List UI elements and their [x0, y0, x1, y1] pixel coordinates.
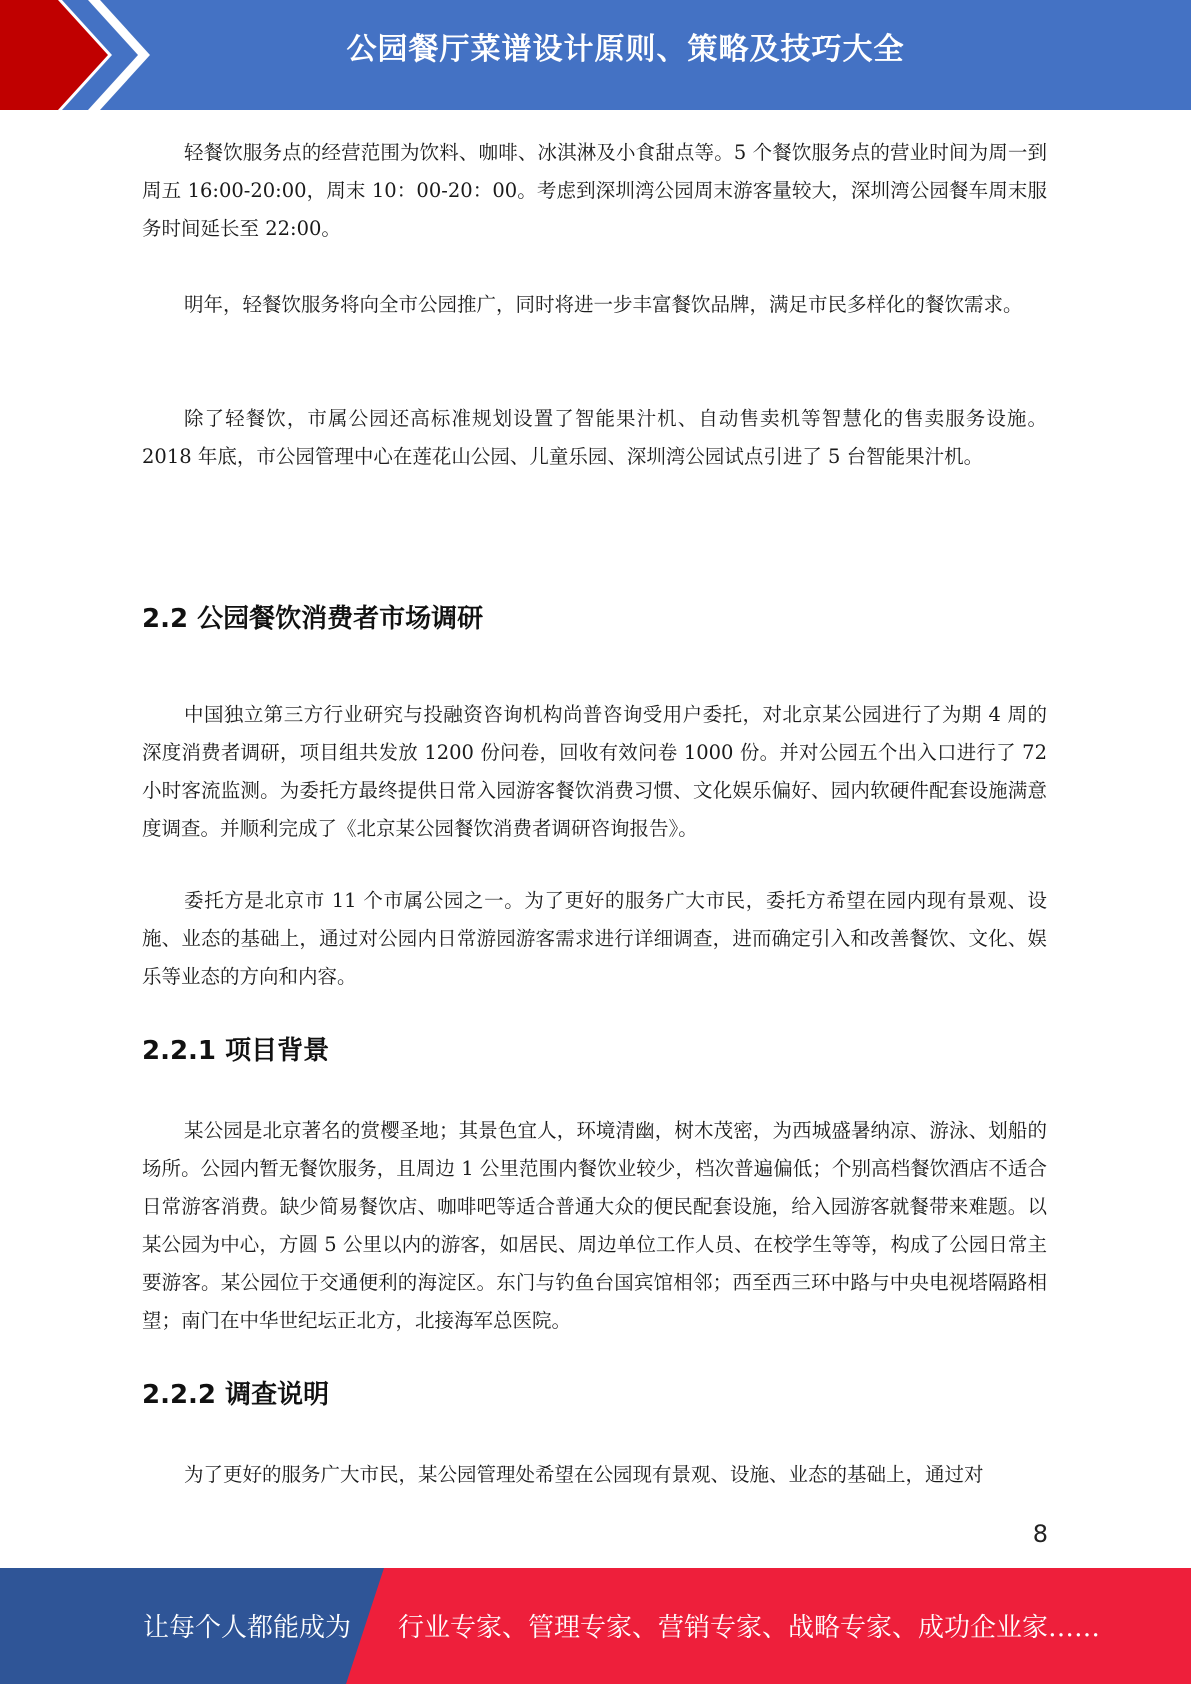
paragraph-light-dining-hours: 轻餐饮服务点的经营范围为饮料、咖啡、冰淇淋及小食甜点等。5 个餐饮服务点的营业时间为周一到周五 16:00-20:00，周末 10：00-20：00。考虑到深圳湾公园周末游客量较大，深圳湾公园餐车周末服务时间延长至 22:00。	[142, 141, 1047, 240]
paragraph-client-description: 委托方是北京市 11 个市属公园之一。为了更好的服务广大市民，委托方希望在园内现有景观、设施、业态的基础上，通过对公园内日常游园游客需求进行详细调查，进而确定引入和改善餐饮、文化、娱乐等业态的方向和内容。	[142, 889, 1047, 988]
footer-slogan-left: 让每个人都能成为	[143, 1613, 352, 1643]
header-chevron-decoration	[0, 0, 160, 110]
section-heading-2-2-1: 2.2.1 项目背景	[142, 1036, 330, 1066]
paragraph-project-background: 某公园是北京著名的赏樱圣地；其景色宜人，环境清幽，树木茂密，为西城盛暑纳凉、游泳、划船的场所。公园内暂无餐饮服务，且周边 1 公里范围内餐饮业较少，档次普遍偏低；个别高档餐饮酒店不适合日常游客消费。缺少简易餐饮店、咖啡吧等适合普通大众的便民配套设施，给入园游客就餐带来难题。以某公园为中心，方圆 5 公里以内的游客，如居民、周边单位工作人员、在校学生等等，构成了公园日常主要游客。某公园位于交通便利的海淀区。东门与钓鱼台国宾馆相邻；西至西三环中路与中央电视塔隔路相望；南门在中华世纪坛正北方，北接海军总医院。	[142, 1119, 1047, 1332]
paragraph-smart-vending: 除了轻餐饮，市属公园还高标准规划设置了智能果汁机、自动售卖机等智慧化的售卖服务设施。2018 年底，市公园管理中心在莲花山公园、儿童乐园、深圳湾公园试点引进了 5 台智能果汁机。	[142, 407, 1047, 468]
page-header	[0, 0, 1191, 110]
paragraph-survey-intro: 中国独立第三方行业研究与投融资咨询机构尚普咨询受用户委托，对北京某公园进行了为期 4 周的深度消费者调研，项目组共发放 1200 份问卷，回收有效问卷 1000 份。并对公园五个出入口进行了 72 小时客流监测。为委托方最终提供日常入园游客餐饮消费习惯、文化娱乐偏好、园内软硬件配套设施满意度调查。并顺利完成了《北京某公园餐饮消费者调研咨询报告》。	[142, 703, 1047, 840]
section-heading-2-2: 2.2 公园餐饮消费者市场调研	[142, 604, 484, 634]
section-heading-2-2-2: 2.2.2 调查说明	[142, 1380, 330, 1410]
page-footer	[0, 1568, 1191, 1684]
footer-slogan-right: 行业专家、管理专家、营销专家、战略专家、成功企业家……	[398, 1613, 1101, 1643]
document-title: 公园餐厅菜谱设计原则、策略及技巧大全	[346, 32, 905, 67]
paragraph-survey-description: 为了更好的服务广大市民，某公园管理处希望在公园现有景观、设施、业态的基础上，通过对	[184, 1463, 984, 1486]
page-number: 8	[1032, 1520, 1048, 1548]
paragraph-promotion-plan: 明年，轻餐饮服务将向全市公园推广，同时将进一步丰富餐饮品牌，满足市民多样化的餐饮需求。	[184, 293, 1023, 316]
